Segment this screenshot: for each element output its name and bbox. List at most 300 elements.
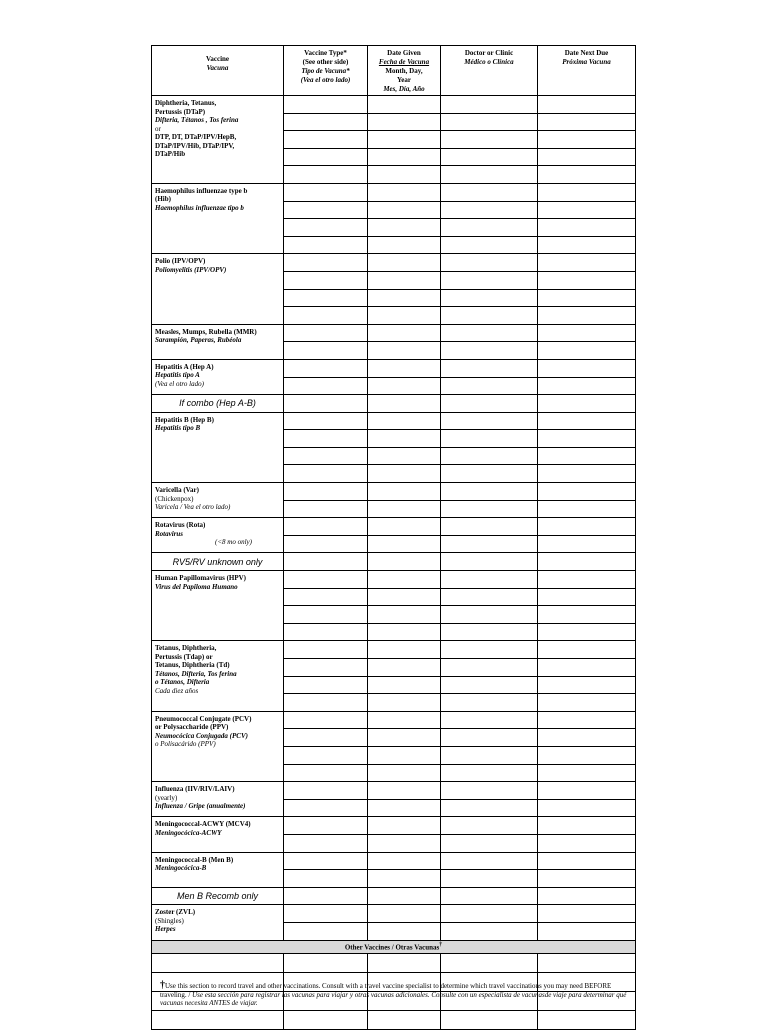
vaccine-entry-row <box>152 782 636 800</box>
entry-cell[interactable] <box>538 953 636 972</box>
entry-cell[interactable] <box>441 953 538 972</box>
entry-cell[interactable] <box>538 571 636 589</box>
entry-cell[interactable] <box>441 500 538 518</box>
entry-cell[interactable] <box>284 395 368 413</box>
vaccine-name-line: Cada diez años <box>155 686 199 695</box>
rotavirus-unknown-row-label: RV5/RV unknown only <box>152 553 284 571</box>
entry-cell[interactable] <box>441 782 538 800</box>
entry-cell[interactable] <box>538 166 636 184</box>
entry-cell[interactable] <box>441 166 538 184</box>
entry-cell[interactable] <box>538 887 636 905</box>
vaccine-name-line: Meningococcal-ACWY (MCV4) <box>155 820 251 829</box>
entry-cell[interactable] <box>538 131 636 149</box>
footnote-english: Use this section to record travel and other vaccinations. Consult with a travel vaccine specialist to determine which travel vaccinations you may need BEFORE traveling. / <box>160 982 612 999</box>
entry-cell[interactable] <box>441 96 538 114</box>
entry-cell[interactable] <box>441 606 538 624</box>
entry-cell[interactable] <box>284 676 368 694</box>
entry-cell[interactable] <box>368 166 441 184</box>
entry-cell[interactable] <box>368 905 441 923</box>
vaccine-name-line: Varicella (Var) <box>155 486 199 495</box>
vaccine-name-line: Measles, Mumps, Rubella (MMR) <box>155 327 257 336</box>
entry-cell[interactable] <box>284 659 368 677</box>
entry-cell[interactable] <box>538 236 636 254</box>
vaccine-entry-row <box>152 183 636 201</box>
entry-cell[interactable] <box>441 799 538 817</box>
entry-cell[interactable] <box>368 201 441 219</box>
entry-cell[interactable] <box>368 887 441 905</box>
vaccine-name-cell <box>152 852 284 887</box>
entry-cell[interactable] <box>538 342 636 360</box>
entry-cell[interactable] <box>441 922 538 940</box>
entry-cell[interactable] <box>284 623 368 641</box>
vaccine-entry-row <box>152 817 636 835</box>
entry-cell[interactable] <box>284 588 368 606</box>
vaccine-name-cell <box>152 183 284 253</box>
entry-cell[interactable] <box>284 799 368 817</box>
entry-cell[interactable] <box>284 905 368 923</box>
vaccine-entry-row <box>152 852 636 870</box>
entry-cell[interactable] <box>284 922 368 940</box>
entry-cell[interactable] <box>441 377 538 395</box>
entry-cell[interactable] <box>368 535 441 553</box>
entry-cell[interactable] <box>284 465 368 483</box>
vaccine-name-line: (Hib) <box>155 195 171 204</box>
entry-cell[interactable] <box>441 711 538 729</box>
entry-cell[interactable] <box>368 953 441 972</box>
entry-cell[interactable] <box>368 307 441 325</box>
vaccine-name-line: (Vea el otro lado) <box>155 379 204 388</box>
entry-cell[interactable] <box>441 412 538 430</box>
entry-cell[interactable] <box>441 553 538 571</box>
entry-cell[interactable] <box>368 219 441 237</box>
entry-cell[interactable] <box>441 254 538 272</box>
entry-cell[interactable] <box>284 711 368 729</box>
vaccine-entry-row <box>152 905 636 923</box>
entry-cell[interactable] <box>441 148 538 166</box>
men-b-recomb-row-label: Men B Recomb only <box>152 887 284 905</box>
vaccine-entry-row <box>152 641 636 659</box>
vaccine-name-cell <box>152 711 284 781</box>
vaccine-name-line: Human Papillomavirus (HPV) <box>155 574 247 583</box>
entry-cell[interactable] <box>284 953 368 972</box>
vaccine-name-line: Poliomyelitis (IPV/OPV) <box>155 265 227 274</box>
vaccine-name-line: Hepatitis B (Hep B) <box>155 415 214 424</box>
entry-cell[interactable] <box>368 834 441 852</box>
vaccine-rows <box>152 96 636 1030</box>
entry-cell[interactable] <box>538 219 636 237</box>
entry-cell[interactable] <box>441 694 538 712</box>
entry-cell[interactable] <box>441 834 538 852</box>
vaccine-name-line: Sarampión, Paperas, Rubéola <box>155 336 242 345</box>
vaccine-name-line: Neumocócica Conjugada (PCV) <box>155 731 248 740</box>
vaccine-name-line: (yearly) <box>155 793 178 802</box>
vaccine-name-line: o Tétanos, Difteria <box>155 678 210 687</box>
entry-cell[interactable] <box>284 359 368 377</box>
entry-cell[interactable] <box>538 588 636 606</box>
entry-cell[interactable] <box>441 870 538 888</box>
entry-cell[interactable] <box>284 219 368 237</box>
vaccine-name-line: DTaP/Hib <box>155 150 186 158</box>
entry-cell[interactable] <box>284 553 368 571</box>
vaccine-name-line: DTP, DT, DTaP/IPV/HepB, <box>155 133 237 141</box>
entry-cell[interactable] <box>441 746 538 764</box>
entry-cell[interactable] <box>368 183 441 201</box>
entry-cell[interactable] <box>538 96 636 114</box>
entry-cell[interactable] <box>284 641 368 659</box>
entry-cell[interactable] <box>284 148 368 166</box>
vaccine-name-line: Rotavirus <box>155 529 184 538</box>
entry-cell[interactable] <box>538 659 636 677</box>
entry-cell[interactable] <box>538 834 636 852</box>
entry-cell[interactable] <box>441 342 538 360</box>
entry-cell[interactable] <box>368 500 441 518</box>
entry-cell[interactable] <box>284 483 368 501</box>
entry-cell[interactable] <box>441 518 538 536</box>
entry-cell[interactable] <box>284 606 368 624</box>
entry-cell[interactable] <box>368 659 441 677</box>
vaccine-name-cell <box>152 782 284 817</box>
entry-cell[interactable] <box>538 412 636 430</box>
entry-cell[interactable] <box>368 342 441 360</box>
entry-cell[interactable] <box>368 377 441 395</box>
entry-cell[interactable] <box>284 1010 368 1029</box>
vaccine-name-line: DTaP/IPV/Hib, DTaP/IPV, <box>155 141 235 150</box>
entry-cell[interactable] <box>441 817 538 835</box>
vaccine-entry-row <box>152 254 636 272</box>
vaccine-name-line: Herpes <box>155 925 176 934</box>
entry-cell[interactable] <box>538 694 636 712</box>
entry-cell[interactable] <box>368 430 441 448</box>
vaccine-entry-row <box>152 711 636 729</box>
entry-cell[interactable] <box>538 201 636 219</box>
vaccine-name-line: Polio (IPV/OPV) <box>155 257 206 266</box>
entry-cell[interactable] <box>368 746 441 764</box>
entry-cell[interactable] <box>284 236 368 254</box>
vaccine-name-line: o Polisacárido (PPV) <box>155 740 216 749</box>
vaccine-name-line: (Shingles) <box>155 916 184 925</box>
entry-cell[interactable] <box>441 676 538 694</box>
entry-cell[interactable] <box>441 131 538 149</box>
entry-cell[interactable] <box>284 271 368 289</box>
vaccine-name-line: Zoster (ZVL) <box>155 908 196 917</box>
entry-cell[interactable] <box>368 764 441 782</box>
entry-cell[interactable] <box>538 922 636 940</box>
footnote-spanish: Use esta sección para registrar las vacunas para viajar y otras vacunas adicionales. Consulte con un especialista de vacunasde viaje para determinar qué vacunas necesita ANTES de viajar. <box>160 990 627 1007</box>
vaccine-name-cell <box>152 412 284 482</box>
vaccine-entry-row <box>152 359 636 377</box>
entry-cell[interactable] <box>441 395 538 413</box>
entry-cell[interactable] <box>441 465 538 483</box>
entry-cell[interactable] <box>538 359 636 377</box>
entry-cell[interactable] <box>538 799 636 817</box>
vaccine-name-line: Influenza / Gripe (anualmente) <box>155 802 246 811</box>
entry-cell[interactable] <box>284 289 368 307</box>
immunization-record-table <box>151 45 636 1030</box>
vaccine-name-cell <box>152 324 284 359</box>
entry-cell[interactable] <box>538 729 636 747</box>
vaccine-name-line: Meningocócica-B <box>155 864 207 873</box>
other-vaccines-header-row <box>152 940 636 953</box>
entry-cell[interactable] <box>284 412 368 430</box>
vaccine-entry-row <box>152 518 636 536</box>
entry-cell[interactable] <box>538 307 636 325</box>
entry-cell[interactable] <box>441 447 538 465</box>
footnote <box>160 982 630 1008</box>
entry-cell[interactable] <box>441 659 538 677</box>
entry-cell[interactable] <box>538 465 636 483</box>
entry-cell[interactable] <box>284 852 368 870</box>
entry-cell[interactable] <box>284 183 368 201</box>
entry-cell[interactable] <box>368 148 441 166</box>
entry-cell[interactable] <box>368 922 441 940</box>
entry-cell[interactable] <box>284 96 368 114</box>
entry-cell[interactable] <box>368 1010 441 1029</box>
entry-cell[interactable] <box>538 606 636 624</box>
entry-cell[interactable] <box>441 430 538 448</box>
entry-cell[interactable] <box>538 183 636 201</box>
entry-cell[interactable] <box>538 500 636 518</box>
entry-cell[interactable] <box>441 641 538 659</box>
entry-cell[interactable] <box>538 113 636 131</box>
vaccine-entry-row <box>152 324 636 342</box>
entry-cell[interactable] <box>368 553 441 571</box>
vaccine-name-line: (<8 mo only) <box>215 538 252 547</box>
entry-cell[interactable] <box>368 271 441 289</box>
entry-cell[interactable] <box>538 289 636 307</box>
entry-cell[interactable] <box>284 131 368 149</box>
entry-cell[interactable] <box>284 694 368 712</box>
hep-ab-combo-row-label: If combo (Hep A-B) <box>152 395 284 413</box>
entry-cell[interactable] <box>284 535 368 553</box>
vaccine-name-line: Tétanos, Difteria, Tos ferina <box>155 669 237 678</box>
entry-cell[interactable] <box>368 254 441 272</box>
other-vaccine-row <box>152 1010 636 1029</box>
entry-cell[interactable] <box>441 307 538 325</box>
vaccine-name-cell <box>152 641 284 711</box>
entry-cell[interactable] <box>538 623 636 641</box>
entry-cell[interactable] <box>538 553 636 571</box>
entry-cell[interactable] <box>441 289 538 307</box>
entry-cell[interactable] <box>538 905 636 923</box>
vaccine-name-line: Varicela / Vea el otro lado) <box>155 503 231 512</box>
entry-cell[interactable] <box>441 113 538 131</box>
vaccine-name-cell <box>152 571 284 641</box>
vaccine-name-line: Diphtheria, Tetanus, <box>155 99 217 107</box>
vaccine-name-line: Rotavirus (Rota) <box>155 521 206 530</box>
vaccine-name-line: Hepatitis A (Hep A) <box>155 362 214 371</box>
entry-cell[interactable] <box>538 430 636 448</box>
entry-cell[interactable] <box>368 799 441 817</box>
entry-cell[interactable] <box>368 465 441 483</box>
entry-cell[interactable] <box>538 395 636 413</box>
entry-cell[interactable] <box>284 254 368 272</box>
vaccine-name-cell <box>152 254 284 324</box>
entry-cell[interactable] <box>284 201 368 219</box>
entry-cell[interactable] <box>368 412 441 430</box>
entry-cell[interactable] <box>368 782 441 800</box>
entry-cell[interactable] <box>368 289 441 307</box>
entry-cell[interactable] <box>538 148 636 166</box>
vaccine-name-line: Tetanus, Diphtheria, <box>155 644 217 653</box>
entry-cell[interactable] <box>284 377 368 395</box>
entry-cell[interactable] <box>284 870 368 888</box>
date-given-column-header: Date Given Fecha de Vacuna Month, Day, Year Mes, Día, Año <box>368 46 441 96</box>
header-row <box>152 46 636 96</box>
entry-cell[interactable] <box>538 764 636 782</box>
entry-cell[interactable] <box>441 905 538 923</box>
entry-cell[interactable] <box>538 271 636 289</box>
entry-cell[interactable] <box>441 764 538 782</box>
entry-cell[interactable] <box>368 588 441 606</box>
vaccine-name-line: Haemophilus influenzae tipo b <box>155 203 244 212</box>
entry-cell[interactable] <box>441 359 538 377</box>
entry-cell[interactable] <box>441 571 538 589</box>
hep-ab-combo-row <box>152 395 636 413</box>
entry-cell[interactable] <box>441 588 538 606</box>
entry-cell[interactable] <box>368 236 441 254</box>
entry-cell[interactable] <box>441 535 538 553</box>
vaccine-name-line: Pneumococcal Conjugate (PCV) <box>155 714 252 723</box>
vaccine-name-cell <box>152 483 284 518</box>
entry-cell[interactable] <box>538 711 636 729</box>
vaccine-name-cell <box>152 359 284 394</box>
vaccine-name-line: or Polysaccharide (PPV) <box>155 723 229 732</box>
entry-cell[interactable] <box>538 641 636 659</box>
entry-cell[interactable] <box>284 307 368 325</box>
entry-cell[interactable] <box>441 483 538 501</box>
entry-cell[interactable] <box>441 623 538 641</box>
entry-cell[interactable] <box>284 782 368 800</box>
vaccine-name-cell <box>152 905 284 940</box>
entry-cell[interactable] <box>368 324 441 342</box>
entry-cell[interactable] <box>368 870 441 888</box>
entry-cell[interactable] <box>441 852 538 870</box>
entry-cell[interactable] <box>368 623 441 641</box>
vaccine-name-cell <box>152 96 284 184</box>
entry-cell[interactable] <box>441 887 538 905</box>
entry-cell[interactable] <box>368 395 441 413</box>
entry-cell[interactable] <box>441 236 538 254</box>
vaccine-name-line: Difteria, Tétanos , Tos ferina <box>155 116 239 124</box>
entry-cell[interactable] <box>368 571 441 589</box>
entry-cell[interactable] <box>284 324 368 342</box>
entry-cell[interactable] <box>538 852 636 870</box>
entry-cell[interactable] <box>368 729 441 747</box>
date-next-due-column-header: Date Next Due Próxima Vacuna <box>538 46 636 96</box>
entry-cell[interactable] <box>368 606 441 624</box>
entry-cell[interactable] <box>538 746 636 764</box>
entry-cell[interactable] <box>284 342 368 360</box>
entry-cell[interactable] <box>538 377 636 395</box>
entry-cell[interactable] <box>441 324 538 342</box>
other-vaccine-name-cell[interactable] <box>152 1010 284 1029</box>
vaccine-name-line: Hepatitis tipo B <box>155 424 201 433</box>
entry-cell[interactable] <box>284 166 368 184</box>
entry-cell[interactable] <box>441 729 538 747</box>
entry-cell[interactable] <box>368 96 441 114</box>
men-b-recomb-row <box>152 887 636 905</box>
entry-cell[interactable] <box>538 324 636 342</box>
other-vaccines-header <box>152 940 636 953</box>
entry-cell[interactable] <box>284 834 368 852</box>
entry-cell[interactable] <box>284 430 368 448</box>
vaccine-entry-row <box>152 571 636 589</box>
vaccine-name-line: Hepatitis tipo A <box>155 371 200 380</box>
entry-cell[interactable] <box>368 817 441 835</box>
entry-cell[interactable] <box>441 271 538 289</box>
rotavirus-unknown-row <box>152 553 636 571</box>
entry-cell[interactable] <box>538 676 636 694</box>
entry-cell[interactable] <box>538 817 636 835</box>
entry-cell[interactable] <box>538 483 636 501</box>
vaccine-name-line: or <box>155 124 161 133</box>
entry-cell[interactable] <box>368 518 441 536</box>
vaccine-type-column-header: Vaccine Type* (See other side) Tipo de Vacuna* (Vea el otro lado) <box>284 46 368 96</box>
entry-cell[interactable] <box>284 817 368 835</box>
entry-cell[interactable] <box>538 1010 636 1029</box>
entry-cell[interactable] <box>368 676 441 694</box>
other-vaccine-row <box>152 953 636 972</box>
entry-cell[interactable] <box>538 447 636 465</box>
vaccine-name-line: (Chickenpox) <box>155 494 194 503</box>
entry-cell[interactable] <box>368 131 441 149</box>
vaccine-name-cell <box>152 817 284 852</box>
entry-cell[interactable] <box>538 782 636 800</box>
entry-cell[interactable] <box>284 571 368 589</box>
entry-cell[interactable] <box>284 113 368 131</box>
entry-cell[interactable] <box>441 201 538 219</box>
entry-cell[interactable] <box>368 641 441 659</box>
entry-cell[interactable] <box>368 852 441 870</box>
vaccine-name-line: Haemophilus influenzae type b <box>155 186 248 195</box>
entry-cell[interactable] <box>284 746 368 764</box>
entry-cell[interactable] <box>368 711 441 729</box>
vaccine-name-line: Virus del Papiloma Humano <box>155 582 238 591</box>
vaccine-name-line: Influenza (IIV/RIV/LAIV) <box>155 785 235 794</box>
entry-cell[interactable] <box>284 764 368 782</box>
entry-cell[interactable] <box>538 518 636 536</box>
entry-cell[interactable] <box>284 500 368 518</box>
entry-cell[interactable] <box>441 183 538 201</box>
entry-cell[interactable] <box>368 447 441 465</box>
entry-cell[interactable] <box>441 1010 538 1029</box>
entry-cell[interactable] <box>368 113 441 131</box>
vaccine-name-cell <box>152 518 284 553</box>
other-vaccines-title: Other Vaccines / Otras Vacunas <box>344 943 440 952</box>
entry-cell[interactable] <box>368 359 441 377</box>
entry-cell[interactable] <box>368 694 441 712</box>
entry-cell[interactable] <box>284 887 368 905</box>
dagger-mark: † <box>439 941 443 948</box>
entry-cell[interactable] <box>538 254 636 272</box>
vaccine-name-line: Meningocócica-ACWY <box>155 828 222 837</box>
entry-cell[interactable] <box>538 535 636 553</box>
vaccine-column-header: Vaccine Vacuna <box>152 46 284 96</box>
doctor-clinic-column-header: Doctor or Clinic Médico o Clínica <box>441 46 538 96</box>
vaccine-name-line: Pertussis (DTaP) <box>155 107 206 116</box>
entry-cell[interactable] <box>284 729 368 747</box>
entry-cell[interactable] <box>368 483 441 501</box>
other-vaccine-name-cell[interactable] <box>152 953 284 972</box>
entry-cell[interactable] <box>284 447 368 465</box>
dagger-mark: † <box>160 980 165 991</box>
entry-cell[interactable] <box>284 518 368 536</box>
vaccine-entry-row <box>152 412 636 430</box>
entry-cell[interactable] <box>441 219 538 237</box>
vaccine-name-line: Meningococcal-B (Men B) <box>155 855 234 864</box>
entry-cell[interactable] <box>538 870 636 888</box>
vaccine-entry-row <box>152 483 636 501</box>
